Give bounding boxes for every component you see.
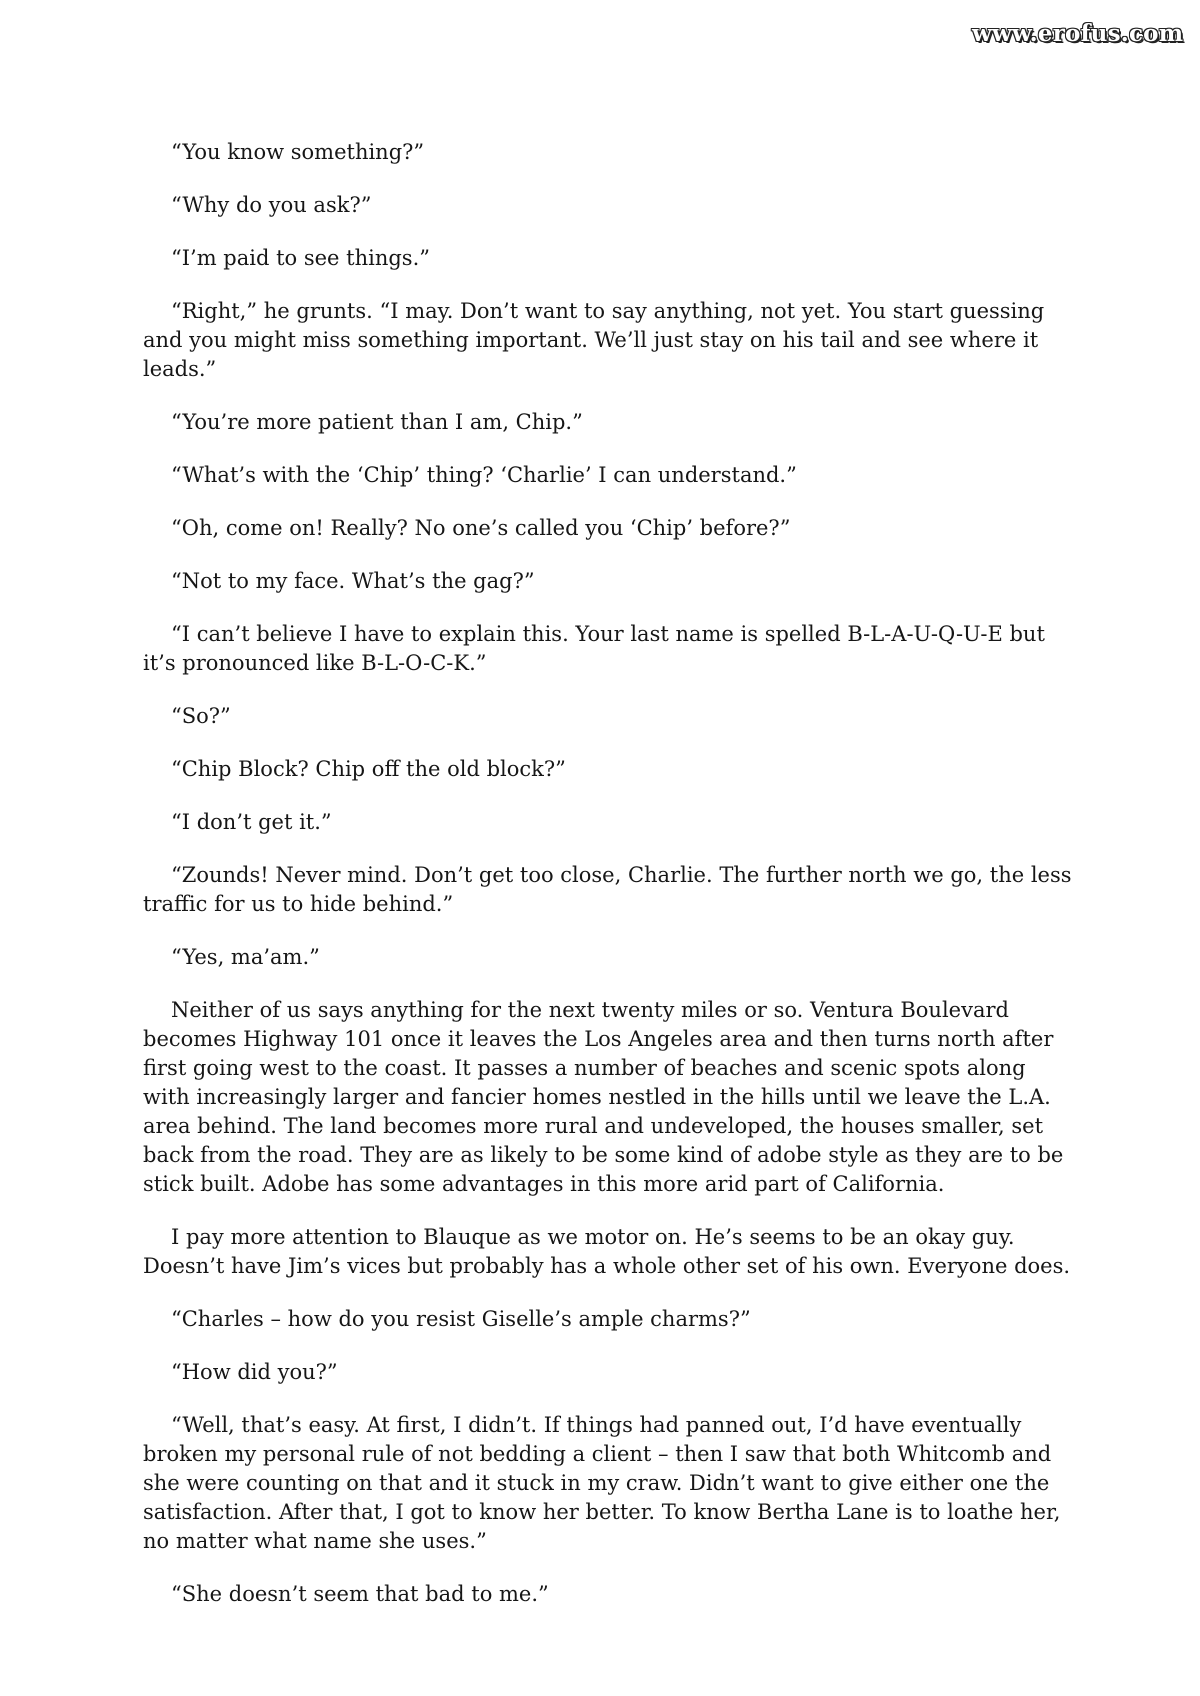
paragraph: “I can’t believe I have to explain this. Your last name is spelled B-L-A-U-Q-U-E but it’s pronounced like B-L-O-C-K.” bbox=[143, 622, 1045, 675]
paragraph: “I’m paid to see things.” bbox=[171, 246, 430, 270]
paragraph: “You know something?” bbox=[171, 140, 425, 164]
paragraph: “So?” bbox=[171, 704, 231, 728]
paragraph: “She doesn’t seem that bad to me.” bbox=[171, 1582, 549, 1606]
paragraph: Neither of us says anything for the next twenty miles or so. Ventura Boulevard becomes Highway 101 once it leaves the Los Angeles area and then turns north after first going west to the coast. It passes a number of beaches and scenic spots along with increasingly larger and fancier homes nestled in the hills until we leave the L.A. area behind. The land becomes more rural and undeveloped, the houses smaller, set back from the road. They are as likely to be some kind of adobe style as they are to be stick built. Adobe has some advantages in this more arid part of California. bbox=[143, 998, 1064, 1196]
paragraph: I pay more attention to Blauque as we motor on. He’s seems to be an okay guy. Doesn’t have Jim’s vices but probably has a whole other set of his own. Everyone does. bbox=[143, 1225, 1071, 1278]
paragraph: “Not to my face. What’s the gag?” bbox=[171, 569, 535, 593]
site-watermark: www.erofus.com bbox=[972, 18, 1178, 50]
paragraph: “You’re more patient than I am, Chip.” bbox=[171, 410, 583, 434]
paragraph: “I don’t get it.” bbox=[171, 810, 332, 834]
paragraph: “How did you?” bbox=[171, 1360, 338, 1384]
paragraph: “What’s with the ‘Chip’ thing? ‘Charlie’ I can understand.” bbox=[171, 463, 797, 487]
paragraph: “Chip Block? Chip off the old block?” bbox=[171, 757, 566, 781]
paragraph: “Yes, ma’am.” bbox=[171, 945, 320, 969]
paragraph: “Why do you ask?” bbox=[171, 193, 372, 217]
paragraph: “Right,” he grunts. “I may. Don’t want to say anything, not yet. You start guessing and you might miss something important. We’ll just stay on his tail and see where it leads.” bbox=[143, 299, 1045, 381]
book-page-text bbox=[143, 138, 1078, 1633]
paragraph: “Oh, come on! Really? No one’s called you ‘Chip’ before?” bbox=[171, 516, 791, 540]
paragraph: “Charles – how do you resist Giselle’s ample charms?” bbox=[171, 1307, 751, 1331]
paragraph: “Well, that’s easy. At first, I didn’t. If things had panned out, I’d have eventually broken my personal rule of not bedding a client – then I saw that both Whitcomb and she were counting on that and it stuck in my craw. Didn’t want to give either one the satisfaction. After that, I got to know her better. To know Bertha Lane is to loathe her, no matter what name she uses.” bbox=[143, 1413, 1061, 1553]
paragraph: “Zounds! Never mind. Don’t get too close, Charlie. The further north we go, the less traffic for us to hide behind.” bbox=[143, 863, 1072, 916]
